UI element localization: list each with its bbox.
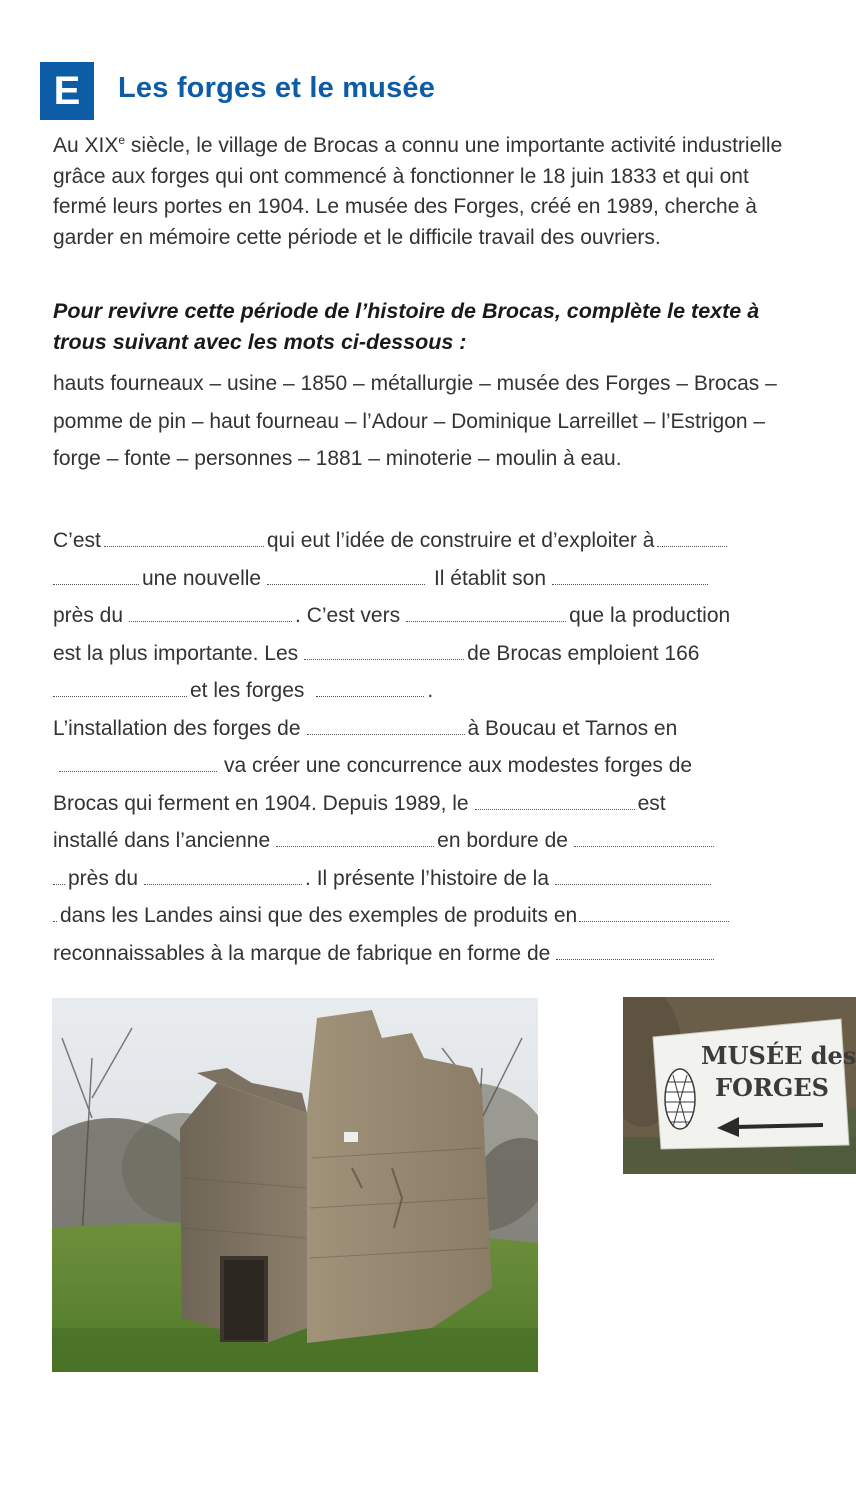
section-letter-badge: E: [40, 62, 94, 120]
cloze-text: installé dans l’ancienne: [53, 829, 271, 852]
cloze-text: à Boucau et Tarnos en: [467, 717, 678, 740]
blank-field[interactable]: [53, 883, 65, 885]
cloze-line-5: [53, 676, 433, 706]
cloze-line-3: [53, 601, 730, 631]
blank-field[interactable]: [304, 658, 464, 660]
cloze-line-7: [53, 751, 692, 781]
cloze-text: va créer une concurrence aux modestes forges de: [224, 754, 693, 777]
cloze-text: est la plus importante. Les: [53, 642, 299, 665]
intro-paragraph: [53, 131, 793, 253]
cloze-text: .: [427, 679, 434, 702]
cloze-line-9: [53, 826, 717, 856]
blank-field[interactable]: [53, 695, 187, 697]
cloze-line-4: [53, 639, 699, 669]
blank-field[interactable]: [579, 920, 729, 922]
cloze-text: . C’est vers: [295, 604, 401, 627]
blank-field[interactable]: [555, 883, 711, 885]
exercise-instruction: Pour revivre cette période de l’histoire de Brocas, complète le texte à trous suivant avec les mots ci-dessous :: [53, 299, 760, 354]
word-bank: hauts fourneaux – usine – 1850 – métallurgie – musée des Forges – Brocas – pomme de pin – haut fourneau – l’Adour – Dominique Larreillet – l’Estrigon – forge – fonte – personnes – 1881 – minoterie – moulin à eau.: [53, 372, 777, 470]
blank-field[interactable]: [307, 733, 465, 735]
forge-tower-illustration: [52, 998, 538, 1372]
cloze-text: Il établit son: [433, 567, 547, 590]
blank-field[interactable]: [316, 695, 424, 697]
museum-sign-photo: [623, 997, 856, 1174]
cloze-text: reconnaissables à la marque de fabrique en forme de: [53, 942, 551, 965]
cloze-text: dans les Landes ainsi que des exemples de produits en: [60, 904, 578, 927]
cloze-text: est: [637, 792, 666, 815]
blank-field[interactable]: [406, 620, 566, 622]
blank-field[interactable]: [59, 770, 217, 772]
section-title: Les forges et le musée: [118, 72, 436, 104]
blank-field[interactable]: [104, 545, 264, 547]
blank-field[interactable]: [657, 545, 727, 547]
cloze-line-8: [53, 789, 666, 819]
blank-field[interactable]: [53, 920, 57, 922]
cloze-text: C’est: [53, 529, 101, 552]
cloze-line-11: [53, 901, 732, 931]
cloze-text: près du: [53, 604, 124, 627]
intro-superscript: e: [118, 133, 126, 147]
cloze-text: Brocas qui ferment en 1904. Depuis 1989, le: [53, 792, 469, 815]
cloze-line-1: [53, 526, 730, 556]
sign-text-line1: MUSÉE des: [701, 1041, 856, 1070]
cloze-line-2: [53, 564, 711, 594]
blank-field[interactable]: [144, 883, 302, 885]
cloze-text: que la production: [569, 604, 731, 627]
cloze-text: . Il présente l’histoire de la: [305, 867, 550, 890]
museum-sign-illustration: [623, 997, 856, 1174]
cloze-text: une nouvelle: [142, 567, 262, 590]
cloze-text: L’installation des forges de: [53, 717, 301, 740]
blank-field[interactable]: [556, 958, 714, 960]
forge-tower-photo: [52, 998, 538, 1372]
sign-text-line2: FORGES: [715, 1073, 830, 1102]
blank-field[interactable]: [574, 845, 714, 847]
cloze-text: qui eut l’idée de construire et d’exploiter à: [266, 529, 655, 552]
blank-field[interactable]: [267, 583, 425, 585]
intro-text-start: Au XIX: [53, 134, 119, 157]
cloze-text: en bordure de: [437, 829, 568, 852]
cloze-line-12: [53, 939, 717, 969]
cloze-text: et les forges: [190, 679, 305, 702]
cloze-line-10: [53, 864, 714, 894]
blank-field[interactable]: [552, 583, 708, 585]
cloze-line-6: [53, 714, 677, 744]
blank-field[interactable]: [53, 583, 139, 585]
cloze-text: près du: [68, 867, 139, 890]
cloze-text: de Brocas emploient 166: [467, 642, 700, 665]
blank-field[interactable]: [475, 808, 635, 810]
blank-field[interactable]: [276, 845, 434, 847]
blank-field[interactable]: [129, 620, 292, 622]
intro-text-rest: siècle, le village de Brocas a connu une importante activité industrielle grâce aux forges qui ont commencé à fonctionner le 18 juin 1833 et qui ont fermé leurs portes en 1904. Le musée des Forges, créé en 1989, cherche à garder en mémoire cette période et le difficile travail des ouvriers.: [53, 134, 783, 249]
